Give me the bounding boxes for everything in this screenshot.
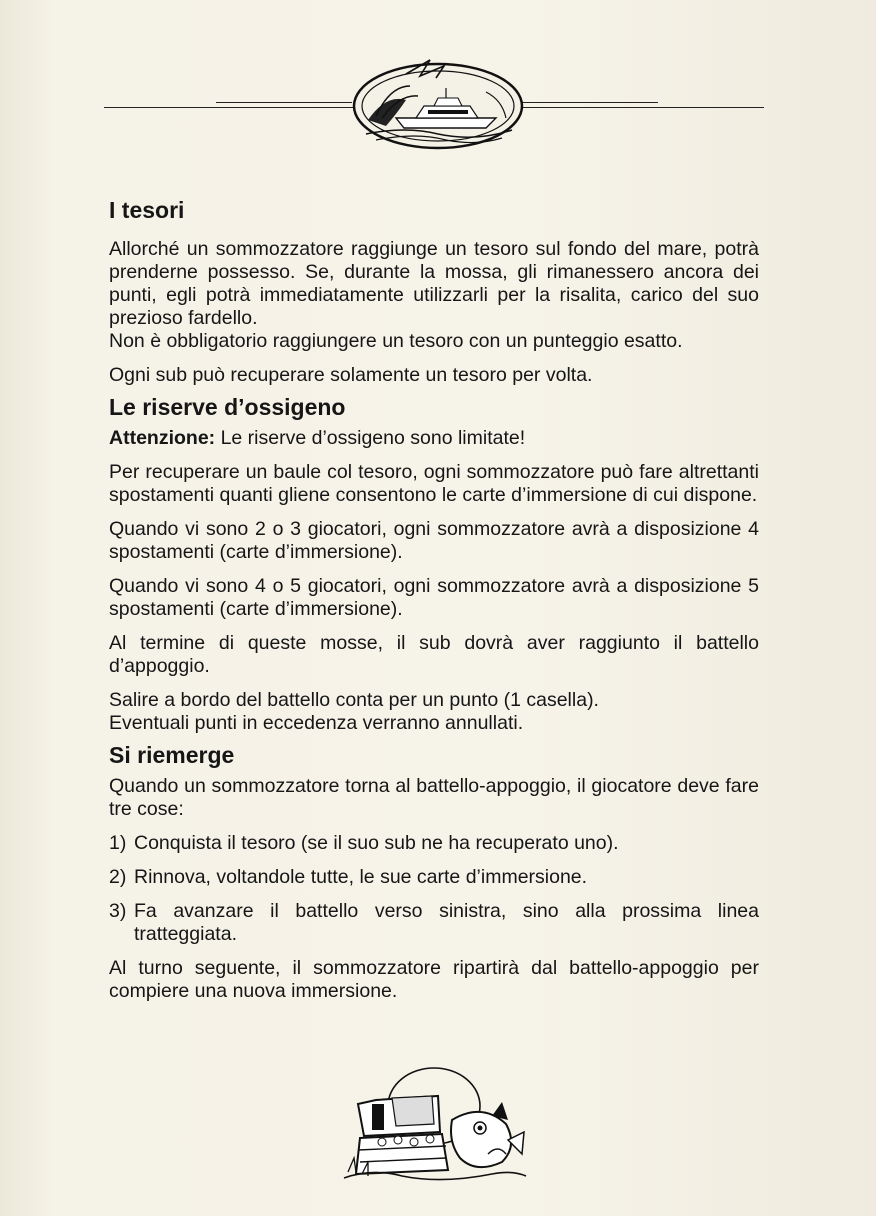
list-item-number: 2) — [109, 866, 127, 888]
riserve-paragraph-5: Salire a bordo del battello conta per un punto (1 casella). — [109, 689, 599, 711]
tesori-paragraph-2: Non è obbligatorio raggiungere un tesoro con un punteggio esatto. — [109, 330, 683, 352]
list-item-text: Rinnova, voltandole tutte, le sue carte d’immersione. — [134, 866, 588, 888]
riserve-paragraph-4: Al termine di queste mosse, il sub dovrà aver raggiunto il battello d’appoggio. — [109, 632, 759, 677]
attention-text: Le riserve d’ossigeno sono limitate! — [215, 427, 526, 449]
header-rule-left-long — [104, 107, 354, 108]
attention-label: Attenzione: — [109, 427, 216, 449]
list-item — [109, 900, 759, 946]
attention-line — [109, 427, 759, 450]
boat-emblem — [346, 56, 530, 152]
riserve-paragraph-1: Per recuperare un baule col tesoro, ogni sommozzatore può fare altrettanti spostamenti quanti gliene consentono le carte d’immersione di cui dispone. — [109, 461, 759, 506]
header-rule-right-long — [522, 107, 764, 108]
treasure-chest-illustration — [342, 1062, 528, 1184]
list-item — [109, 832, 759, 855]
section-title-tesori: I tesori — [109, 197, 185, 223]
riserve-paragraph-3: Quando vi sono 4 o 5 giocatori, ogni sommozzatore avrà a disposizione 5 spostamenti (carte d’immersione). — [109, 575, 759, 620]
header-rule-right-short — [522, 102, 658, 103]
section-title-riserve: Le riserve d’ossigeno — [109, 394, 346, 420]
list-item-text: Conquista il tesoro (se il suo sub ne ha recuperato uno). — [134, 832, 619, 854]
riemerge-intro: Quando un sommozzatore torna al battello-appoggio, il giocatore deve fare tre cose: — [109, 775, 759, 820]
riemerge-outro: Al turno seguente, il sommozzatore ripartirà dal battello-appoggio per compiere una nuova immersione. — [109, 957, 759, 1002]
riserve-paragraph-2: Quando vi sono 2 o 3 giocatori, ogni sommozzatore avrà a disposizione 4 spostamenti (carte d’immersione). — [109, 518, 759, 563]
list-item-text: Fa avanzare il battello verso sinistra, sino alla prossima linea tratteggiata. — [134, 900, 759, 945]
section-title-riemerge: Si riemerge — [109, 742, 235, 768]
list-item — [109, 866, 759, 889]
riserve-paragraph-6: Eventuali punti in eccedenza verranno annullati. — [109, 712, 524, 734]
tesori-paragraph-3: Ogni sub può recuperare solamente un tesoro per volta. — [109, 364, 593, 386]
list-item-number: 1) — [109, 832, 127, 854]
tesori-paragraph-1: Allorché un sommozzatore raggiunge un tesoro sul fondo del mare, potrà prenderne possesso. Se, durante la mossa, gli rimanessero ancora dei punti, egli potrà immediatamente utilizzarli per la risalita, carico del suo prezioso fardello. — [109, 238, 759, 329]
list-item-number: 3) — [109, 900, 127, 922]
header-rule-left-short — [216, 102, 352, 103]
rules-text — [109, 196, 759, 1014]
